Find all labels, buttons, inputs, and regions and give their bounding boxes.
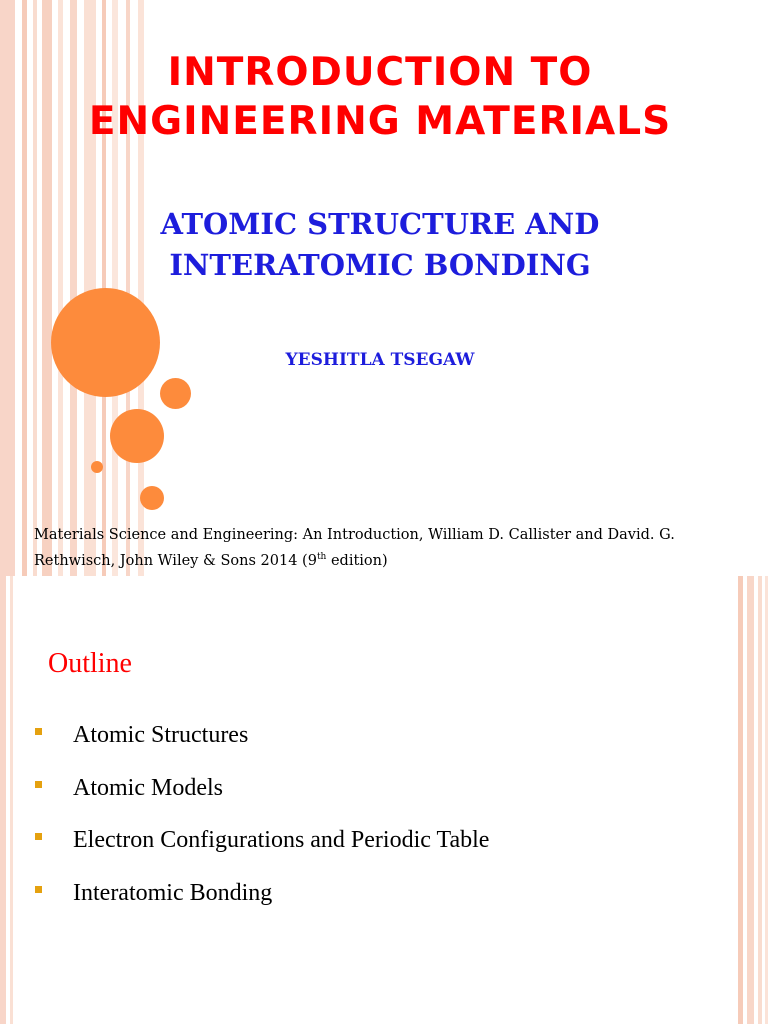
reference-tail: edition) xyxy=(326,552,388,569)
reference-citation xyxy=(34,524,749,572)
author-name: YESHITLA TSEGAW xyxy=(285,350,475,370)
square-bullet-icon xyxy=(35,781,42,788)
decorative-stripe xyxy=(10,576,13,1024)
decorative-stripe xyxy=(738,576,743,1024)
decorative-circle-tiny xyxy=(91,461,103,473)
decorative-stripe xyxy=(22,0,27,576)
reference-text: Materials Science and Engineering: An Introduction, William D. Callister and David. G. Rethwisch, John Wiley & Sons 2014 (9 xyxy=(34,526,675,569)
square-bullet-icon xyxy=(35,728,42,735)
decorative-stripe xyxy=(33,0,37,576)
square-bullet-icon xyxy=(35,886,42,893)
slide-subtitle: ATOMIC STRUCTURE AND INTERATOMIC BONDING xyxy=(160,207,600,282)
square-bullet-icon xyxy=(35,833,42,840)
decorative-stripe xyxy=(747,576,754,1024)
list-item-text: Electron Configurations and Periodic Table xyxy=(73,827,490,853)
decorative-circle-medium xyxy=(110,409,164,463)
list-item-text: Atomic Models xyxy=(73,774,223,801)
list-item-text: Atomic Structures xyxy=(73,722,249,748)
list-item-text: Interatomic Bonding xyxy=(73,879,273,906)
decorative-stripe xyxy=(0,0,15,576)
decorative-circle-small xyxy=(140,486,164,510)
outline-heading: Outline xyxy=(48,648,132,679)
decorative-circle-large xyxy=(51,288,160,397)
decorative-circle-small xyxy=(160,378,191,409)
decorative-stripe xyxy=(758,576,762,1024)
slide-title: INTRODUCTION TO ENGINEERING MATERIALS xyxy=(88,50,672,144)
reference-superscript: th xyxy=(316,551,327,562)
decorative-stripe xyxy=(0,576,6,1024)
